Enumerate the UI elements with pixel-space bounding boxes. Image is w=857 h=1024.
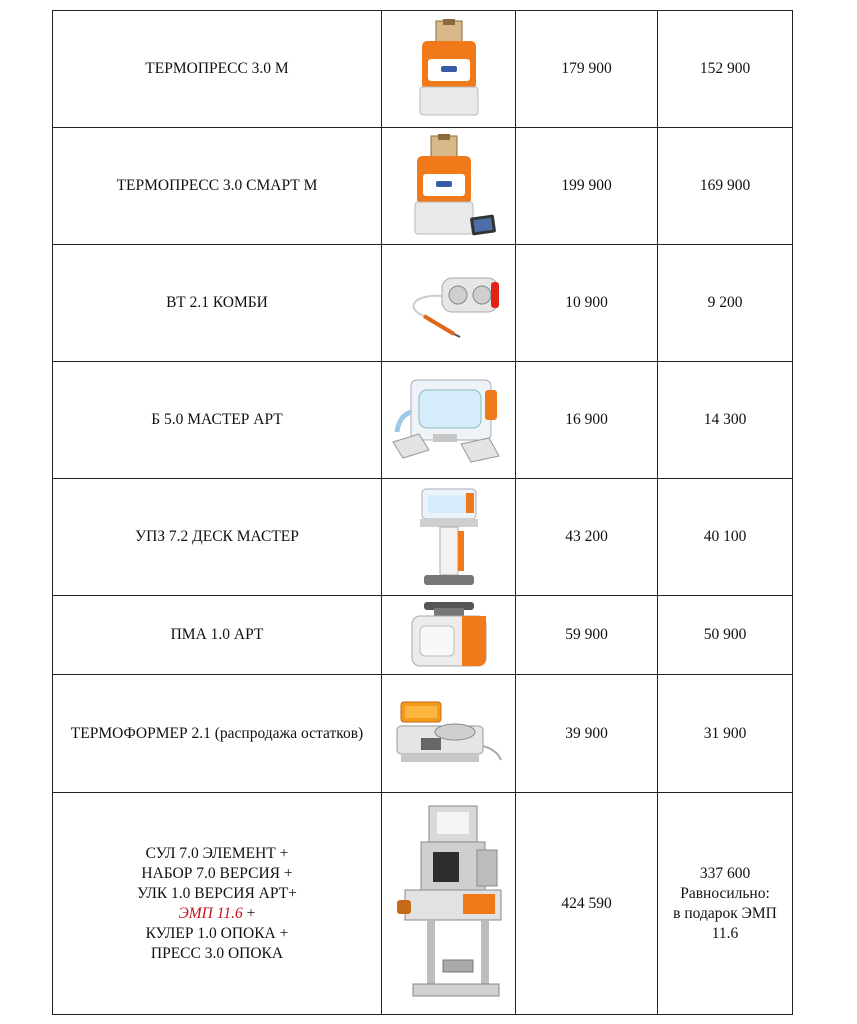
bundle-line: НАБОР 7.0 ВЕРСИЯ + xyxy=(141,864,293,882)
product-image-cell xyxy=(382,11,516,128)
price-retail: 39 900 xyxy=(516,675,658,793)
product-image-cell xyxy=(382,793,516,1015)
table-row xyxy=(53,479,793,596)
product-name: ПМА 1.0 АРТ xyxy=(53,596,382,675)
product-image-cell xyxy=(382,675,516,793)
table-row xyxy=(53,675,793,793)
bundle-price-line: Равносильно: xyxy=(680,884,770,902)
desk-station-device-image xyxy=(414,485,484,589)
price-discount: 40 100 xyxy=(658,479,793,596)
price-discount: 14 300 xyxy=(658,362,793,479)
price-retail: 10 900 xyxy=(516,245,658,362)
product-name: ВТ 2.1 КОМБИ xyxy=(53,245,382,362)
bundle-line: ПРЕСС 3.0 ОПОКА xyxy=(150,944,284,962)
product-image-cell xyxy=(382,596,516,675)
price-discount: 31 900 xyxy=(658,675,793,793)
bundle-gift-item: ЭМП 11.6 xyxy=(178,904,243,922)
vacuum-tweezers-device-image xyxy=(394,268,504,338)
thermopress-machine-image xyxy=(414,19,484,119)
bundle-line: УЛК 1.0 ВЕРСИЯ АРТ+ xyxy=(137,884,297,902)
thermopress-smart-machine-image xyxy=(401,134,497,238)
price-discount: 9 200 xyxy=(658,245,793,362)
price-retail: 199 900 xyxy=(516,128,658,245)
bundle-line: КУЛЕР 1.0 ОПОКА + xyxy=(145,924,289,942)
thermoformer-device-image xyxy=(393,696,505,772)
bundle-plus: + xyxy=(242,904,256,922)
product-image-cell xyxy=(382,128,516,245)
bundle-price-line: 337 600 xyxy=(699,864,751,882)
table-row xyxy=(53,362,793,479)
product-name: ТЕРМОФОРМЕР 2.1 (распродажа остатков) xyxy=(53,675,382,793)
casting-complex-machine-image xyxy=(393,804,505,1004)
vacuum-mixer-device-image xyxy=(404,600,494,670)
price-discount: 169 900 xyxy=(658,128,793,245)
product-name: УПЗ 7.2 ДЕСК МАСТЕР xyxy=(53,479,382,596)
price-retail: 59 900 xyxy=(516,596,658,675)
product-image-cell xyxy=(382,479,516,596)
bundle-price-line: в подарок ЭМП xyxy=(673,904,777,922)
bundle-price-retail: 424 590 xyxy=(516,793,658,1015)
dust-box-device-image xyxy=(389,372,509,468)
product-name: Б 5.0 МАСТЕР АРТ xyxy=(53,362,382,479)
bundle-price-line: 11.6 xyxy=(711,924,739,942)
bundle-name xyxy=(53,793,382,1015)
product-name: ТЕРМОПРЕСС 3.0 СМАРТ М xyxy=(53,128,382,245)
table-row xyxy=(53,596,793,675)
price-table xyxy=(52,10,793,1015)
product-image-cell xyxy=(382,245,516,362)
price-retail: 179 900 xyxy=(516,11,658,128)
bundle-line: СУЛ 7.0 ЭЛЕМЕНТ + xyxy=(145,844,289,862)
table-row xyxy=(53,245,793,362)
table-row xyxy=(53,11,793,128)
price-retail: 16 900 xyxy=(516,362,658,479)
product-image-cell xyxy=(382,362,516,479)
price-discount: 152 900 xyxy=(658,11,793,128)
price-retail: 43 200 xyxy=(516,479,658,596)
bundle-line xyxy=(59,904,375,924)
price-discount: 50 900 xyxy=(658,596,793,675)
product-name: ТЕРМОПРЕСС 3.0 М xyxy=(53,11,382,128)
bundle-row xyxy=(53,793,793,1015)
bundle-price-discount xyxy=(658,793,793,1015)
table-row xyxy=(53,128,793,245)
